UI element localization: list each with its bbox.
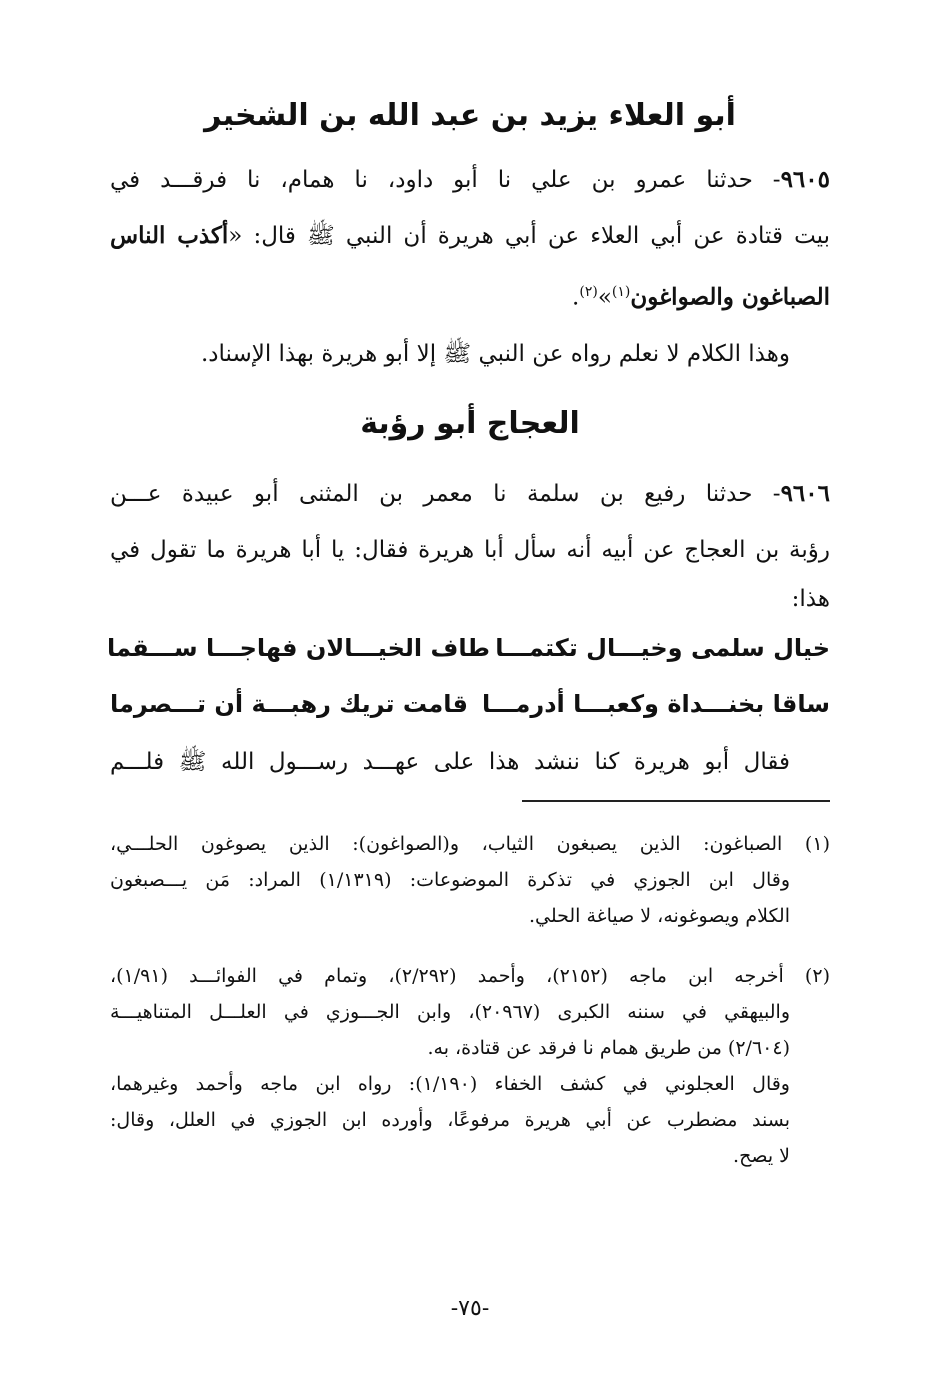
footnote-line: والبيهقي في سننه الكبرى (٢٠٩٦٧)، وابن الجـــوزي في العلـــل المتناهيـــة xyxy=(110,1001,790,1023)
verse-2-first-hemistich: ساقا بخنـــداة وكعبـــا أدرمـــا xyxy=(481,690,830,718)
period: . xyxy=(572,284,580,311)
after-verses xyxy=(110,734,830,790)
comment-9605 xyxy=(110,326,830,382)
hadith-9605 xyxy=(110,152,830,320)
verse-1-first-hemistich: خيال سلمى وخيـــال تكتمـــا xyxy=(495,634,830,662)
hadith-9605-line-2 xyxy=(110,208,830,264)
footnote-line: (١) الصباغون: الذين يصبغون الثياب، و(الصواغون): الذين يصوغون الحلـــي، xyxy=(110,833,830,855)
footnote-line: (٢) أخرجه ابن ماجه (٢١٥٢)، وأحمد (٢/٢٩٢)، وتمام في الفوائـــد (١/٩١)، xyxy=(110,965,830,987)
hadith-text: - حدثنا رفيع بن سلمة نا معمر بن المثنى أبو عبيدة عـــن xyxy=(110,481,781,507)
page-number: -٧٥- xyxy=(450,1296,490,1321)
hadith-text: - حدثنا عمرو بن علي نا أبو داود، نا همام، نا فرقـــد في xyxy=(110,167,781,193)
footnote-line: (٢/٦٠٤) من طريق همام نا فرقد عن قتادة، به. xyxy=(427,1037,790,1059)
section-heading-abu-al-ala: أبو العلاء يزيد بن عبد الله بن الشخير xyxy=(204,98,736,133)
quote-close: » xyxy=(597,284,612,311)
hadith-quote: أكذب الناس xyxy=(110,222,229,249)
footnote-line: وقال ابن الجوزي في تذكرة الموضوعات: (١/١٣١٩) المراد: مَن يـــصبغون xyxy=(110,869,791,891)
verse-2 xyxy=(110,676,830,732)
hadith-9605-line-3 xyxy=(110,264,830,320)
comment-text: وهذا الكلام لا نعلم رواه عن النبي ﷺ إلا أبو هريرة بهذا الإسناد. xyxy=(200,341,790,367)
verse-2-second-hemistich: قامت تريك رهبـــة أن تـــصرما xyxy=(110,690,468,718)
footnote-line: الكلام ويصوغونه، لا صياغة الحلي. xyxy=(528,905,790,927)
hadith-9606-line-1 xyxy=(110,466,830,522)
hadith-text: بيت قتادة عن أبي العلاء عن أبي هريرة أن النبي ﷺ قال: « xyxy=(228,223,830,249)
hadith-9606-line-2: رؤبة بن العجاج عن أبيه أنه سأل أبا هريرة فقال: يا أبا هريرة ما تقول في xyxy=(110,537,830,563)
footnote-ref-2[interactable]: (٢) xyxy=(579,284,598,300)
hadith-number: ٩٦٠٦ xyxy=(780,480,830,507)
section-heading-al-ajjaj: العجاج أبو رؤبة xyxy=(360,406,580,441)
footnote-separator xyxy=(522,800,830,802)
footnote-line: بسند مضطرب عن أبي هريرة مرفوعًا، وأورده ابن الجوزي في العلل، وقال: xyxy=(110,1109,790,1131)
footnote-1 xyxy=(110,826,830,934)
footnote-ref-1[interactable]: (١) xyxy=(611,284,631,300)
hadith-9605-line-1 xyxy=(110,152,830,208)
hadith-number: ٩٦٠٥ xyxy=(780,166,830,193)
hadith-quote: الصباغون والصواغون xyxy=(630,283,830,311)
hadith-9606-line-3: هذا: xyxy=(791,586,830,612)
hadith-9606 xyxy=(110,466,830,620)
footnote-2 xyxy=(110,958,830,1174)
book-page xyxy=(107,0,830,1384)
verse-1-second-hemistich: طاف الخيـــالان فهاجـــا ســـقما xyxy=(107,634,490,662)
verse-1 xyxy=(107,620,830,676)
footnote-line: لا يصح. xyxy=(733,1145,790,1167)
after-verses-text: فقال أبو هريرة كنا ننشد هذا على عهـــد رســـول الله ﷺ فلـــم xyxy=(110,749,790,775)
footnote-line: وقال العجلوني في كشف الخفاء (١/١٩٠): رواه ابن ماجه وأحمد وغيرهما، xyxy=(110,1073,790,1095)
